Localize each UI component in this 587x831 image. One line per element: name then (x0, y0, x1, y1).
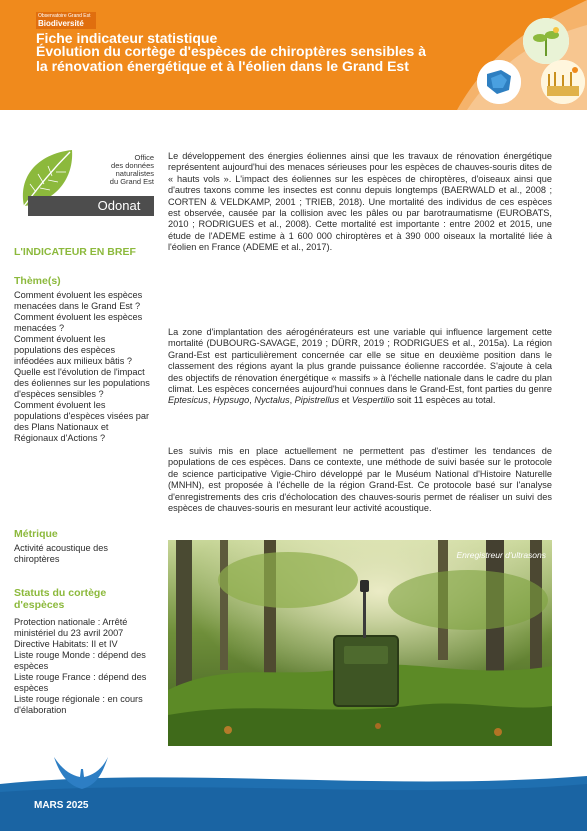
separator: , (249, 395, 255, 406)
office-line: des données (111, 161, 154, 170)
status-heading-line: Statuts du cortège (14, 587, 107, 599)
page-title: Évolution du cortège d'espèces de chiroptères sensibles à la rénovation énergétique et à l'éolien dans le Grand Est (36, 43, 427, 74)
region-map-icon (477, 60, 521, 104)
list-item: Liste rouge régionale : en cours d'élaboration (14, 694, 143, 715)
list-item: Liste rouge France : dépend des espèces (14, 672, 147, 693)
logo-line-1: Observatoire Grand Est (38, 13, 91, 19)
list-item: Comment évoluent les populations d'espèces visées par des Plans Nationaux et Régionaux d'Actions ? (14, 400, 150, 443)
logo-line-2: Biodiversité (38, 19, 84, 28)
genus-name: Eptesicus (168, 395, 208, 406)
separator: , (207, 395, 213, 406)
metric-heading: Métrique (14, 528, 58, 540)
observatoire-logo (36, 12, 96, 29)
bat-icon (52, 755, 110, 791)
header-banner (0, 0, 587, 110)
odonat-subtitle (84, 154, 154, 186)
separator: , (289, 395, 295, 406)
office-line: Office (134, 153, 154, 162)
list-item: Comment évoluent les espèces menacées ? (14, 312, 143, 333)
list-item: Liste rouge Monde : dépend des espèces (14, 650, 146, 671)
genus-name: Vespertilio (351, 395, 395, 406)
metric-text: Activité acoustique des chiroptères (14, 543, 108, 564)
genus-name: Nyctalus (254, 395, 290, 406)
paragraph-2-end: soit 11 espèces au total. (394, 395, 496, 406)
status-heading (14, 587, 106, 611)
ultrasound-recorder-photo (168, 540, 552, 746)
list-item: Directive Habitats: II et IV (14, 639, 118, 649)
publication-date: MARS 2025 (34, 800, 89, 811)
status-list (14, 617, 154, 716)
plant-illustration-icon (523, 18, 569, 64)
paragraph-2-text: La zone d'implantation des aérogénérateurs est une variable qui influence largement cette mortalité (DUBOURG-SAVAGE, 2019 ; DÜRR, 2019 ; RODRIGUES et al., 2015a). La région Grand-Est est particulièrement concernée car elle se situe en deuxième position dans le classement des régions ayant la plus grande puissance éolienne raccordée. S'ajoute à cela des objectifs de rénovation énergétique « massifs » à l'échelle nationale dans le cadre du plan climat. Les espèces concernées aujourd'hui connues dans le Grand-Est, font parties du genre (168, 327, 552, 395)
theme-list (14, 290, 154, 444)
genus-name: Hypsugo (212, 395, 250, 406)
office-line: naturalistes (115, 169, 154, 178)
odonat-bar (28, 196, 84, 216)
header-decoration (457, 0, 587, 110)
list-item: Comment évoluent les espèces menacées dans le Grand Est ? (14, 290, 143, 311)
status-heading-line: d'espèces (14, 599, 65, 611)
odonat-logo (14, 148, 154, 218)
landscape-illustration-icon (541, 60, 585, 104)
list-item: Quelle est l'évolution de l'impact des éoliennes sur les populations d'espèces sensibles ? (14, 367, 150, 399)
paragraph-2 (168, 327, 552, 407)
paragraph-3: Les suivis mis en place actuellement ne permettent pas d'estimer les tendances de populations de ces espèces. Dans ce contexte, une méthode de suivi basée sur le protocole de science participative Vigie-Chiro développé par le Muséum National d'Histoire Naturelle (MNHN), est proposée à l'échelle de la région Grand-Est. Ce protocole basé sur l'analyse d'enregistrements des cris d'écholocation des chauves-souris permet de réaliser un suivi des espèces de chauves-souris en mesurant leur activité acoustique. (168, 446, 552, 514)
genus-name: Pipistrellus (294, 395, 340, 406)
list-item: Comment évoluent les populations des espèces inféodées aux milieux bâtis ? (14, 334, 132, 366)
odonat-name: Odonat (84, 196, 154, 216)
list-item: Protection nationale : Arrêté ministériel du 23 avril 2007 (14, 617, 128, 638)
theme-heading: Thème(s) (14, 275, 61, 287)
separator: et (339, 395, 352, 406)
paragraph-1: Le développement des énergies éoliennes ainsi que les travaux de rénovation énergétique représentent aujourd'hui des menaces sérieuses pour les espèces de chauves-souris dites de « hauts vols ». L'impact des éoliennes sur les espèces de chiroptères, d'oiseaux ainsi que d'autres taxons comme les insectes est connu depuis longtemps (BAERWALD et al., 2008 ; CORTEN & VELDKAMP, 2001 ; TRIEB, 2018). Une mortalité des individus de ces espèces est observée, causée par la collision avec les pâles ou par barotraumatisme (EUROBATS, 2010 ; RODRIGUES et al., 2008). Cette mortalité est importante : entre 2002 et 2015, une étude de l'ADEME estime à 1 600 000 chiroptères et à 390 000 oiseaux la mortalité liée à l'éolien en France (ADEME et al., 2017). (168, 151, 552, 253)
indicator-heading: L'INDICATEUR EN BREF (14, 246, 136, 258)
office-line: du Grand Est (109, 177, 154, 186)
header-kicker: Fiche indicateur statistique (36, 30, 218, 46)
forest-photo-illustration (168, 540, 552, 746)
photo-caption: Enregistreur d'ultrasons (456, 550, 546, 560)
